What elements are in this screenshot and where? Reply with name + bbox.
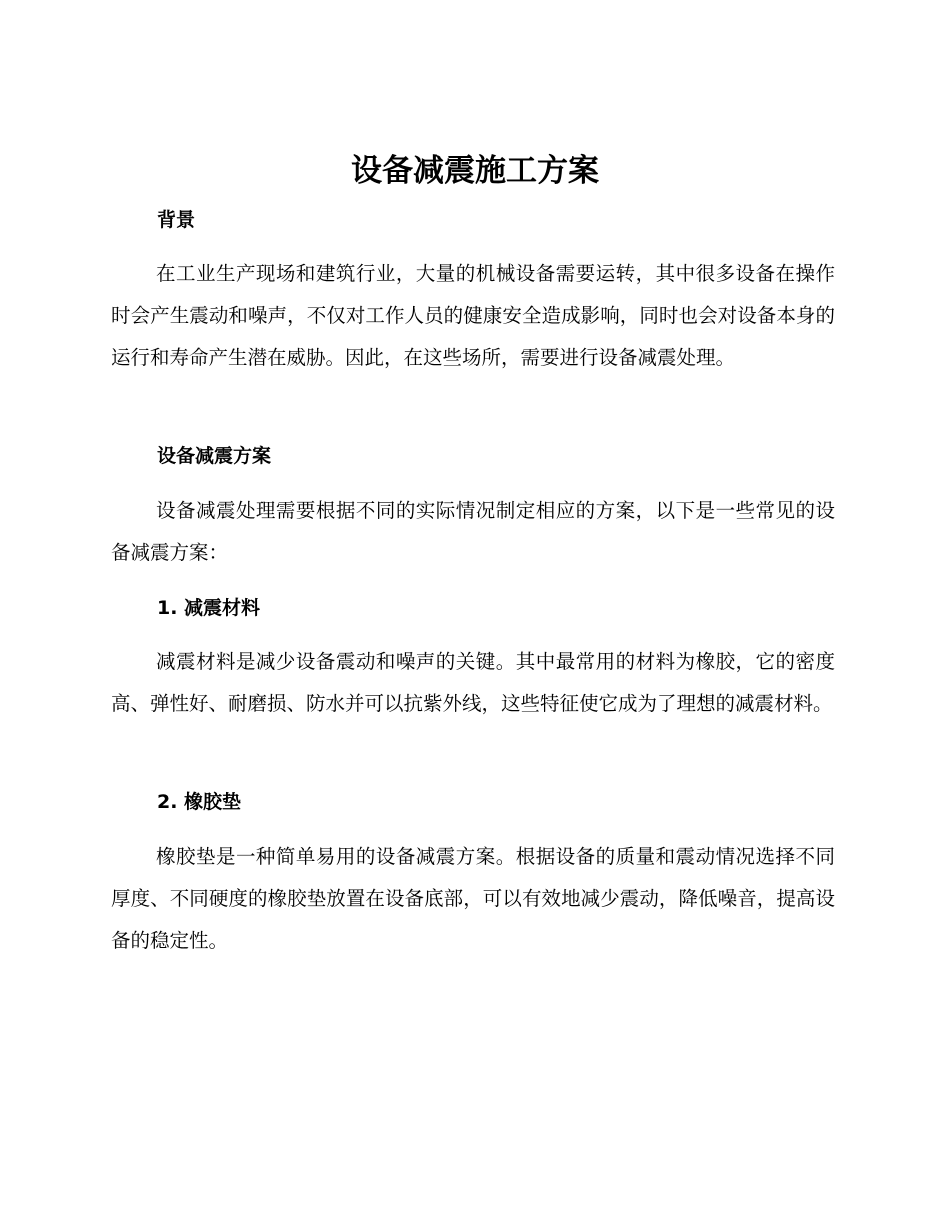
section-heading-materials: 1. 减震材料 [157,597,261,619]
section-paragraph-background: 在工业生产现场和建筑行业，大量的机械设备需要运转，其中很多设备在操作时会产生震动和噪声，不仅对工作人员的健康安全造成影响，同时也会对设备本身的运行和寿命产生潜在威胁。因此，在这些场所，需要进行设备减震处理。 [111,262,835,369]
document-title: 设备减震施工方案 [351,153,599,189]
section-heading-scheme: 设备减震方案 [157,445,272,467]
section-paragraph-rubber-pad: 橡胶垫是一种简单易用的设备减震方案。根据设备的质量和震动情况选择不同厚度、不同硬度的橡胶垫放置在设备底部，可以有效地减少震动，降低噪音，提高设备的稳定性。 [111,845,835,952]
section-paragraph-scheme: 设备减震处理需要根据不同的实际情况制定相应的方案，以下是一些常见的设备减震方案： [111,499,835,564]
section-heading-rubber-pad: 2. 橡胶垫 [157,791,242,813]
section-heading-background: 背景 [157,209,196,231]
section-paragraph-materials: 减震材料是减少设备震动和噪声的关键。其中最常用的材料为橡胶，它的密度高、弹性好、耐磨损、防水并可以抗紫外线，这些特征使它成为了理想的减震材料。 [111,650,835,715]
